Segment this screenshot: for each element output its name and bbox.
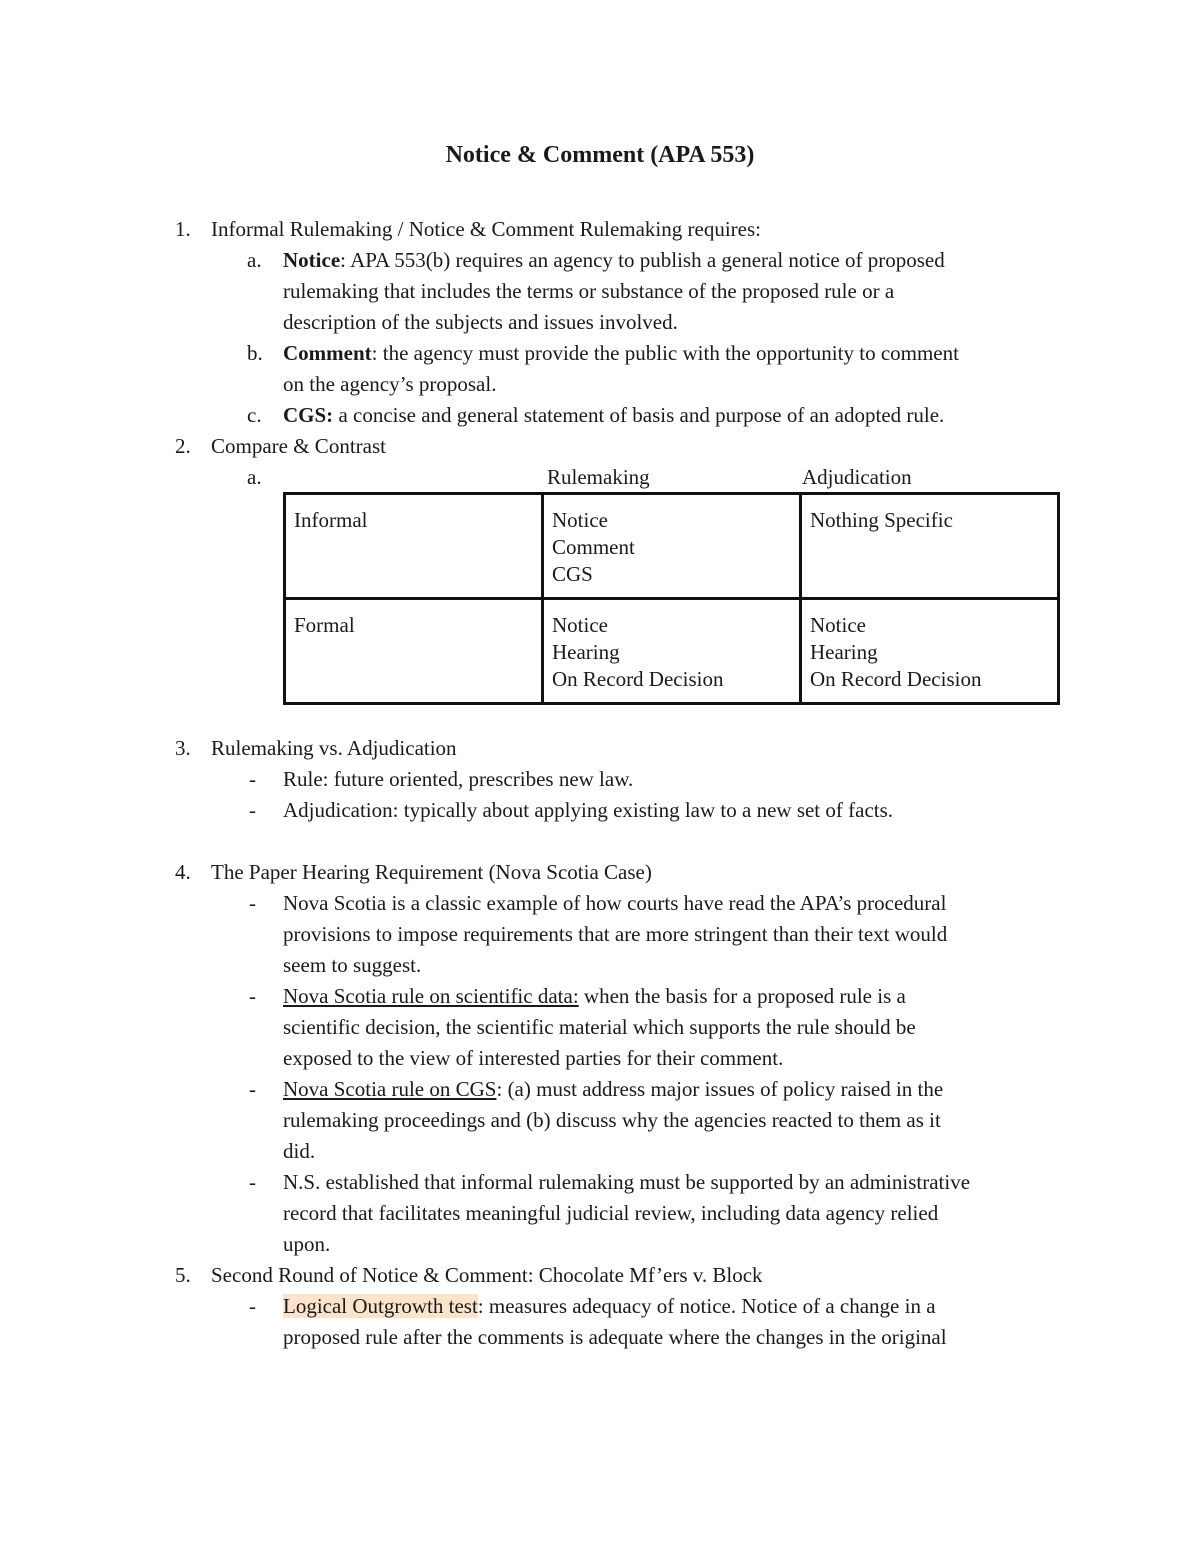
item-1a-text: : APA 553(b) requires an agency to publish a general notice of proposed: [340, 248, 945, 272]
cell-text: On Record Decision: [552, 667, 724, 691]
bullet-dash: -: [249, 798, 256, 822]
list-number-5: 5.: [175, 1263, 191, 1287]
cell-informal-rulemaking: [543, 494, 801, 599]
item-4-bullet-4-line-2: record that facilitates meaningful judicial review, including data agency relied: [283, 1201, 939, 1225]
item-4-bullet-1-line-3: seem to suggest.: [283, 953, 422, 977]
cell-formal-label: [285, 599, 543, 704]
item-5-bullet-1-line-1: [283, 1291, 936, 1322]
table-row-formal: [285, 599, 1059, 704]
item-4-bullet-3-line-3: did.: [283, 1139, 316, 1163]
item-4-bullet-2-line-2: scientific decision, the scientific material which supports the rule should be: [283, 1015, 916, 1039]
list-number-3: 3.: [175, 736, 191, 760]
bullet-dash: -: [249, 1077, 256, 1101]
item-1b-term: Comment: [283, 341, 372, 365]
item-5-highlight-term: Logical Outgrowth test: [283, 1294, 478, 1318]
sub-marker-1c: c.: [247, 403, 262, 427]
sub-marker-2a: a.: [247, 465, 262, 489]
item-4-bullet-1-line-1: Nova Scotia is a classic example of how courts have read the APA’s procedural: [283, 891, 947, 915]
item-4-bullet-1-line-2: provisions to impose requirements that are more stringent than their text would: [283, 922, 948, 946]
item-1a-line-3: description of the subjects and issues involved.: [283, 310, 678, 334]
item-1c-line-1: [283, 400, 944, 431]
cell-text: On Record Decision: [810, 667, 982, 691]
item-4-heading: The Paper Hearing Requirement (Nova Scotia Case): [211, 860, 652, 884]
cell-text: Notice: [552, 508, 608, 532]
item-1a-line-1: [283, 245, 945, 276]
list-number-4: 4.: [175, 860, 191, 884]
item-5-heading: Second Round of Notice & Comment: Chocolate Mf’ers v. Block: [211, 1263, 763, 1287]
cell-text: Nothing Specific: [810, 508, 953, 532]
bullet-dash: -: [249, 1170, 256, 1194]
item-3-bullet-1: Rule: future oriented, prescribes new law.: [283, 767, 634, 791]
cell-text: Comment: [552, 535, 635, 559]
cell-formal-adjudication: [801, 599, 1059, 704]
item-4-bullet-3-line-1: [283, 1074, 943, 1105]
sub-marker-1a: a.: [247, 248, 262, 272]
bullet-dash: -: [249, 891, 256, 915]
bullet-dash: -: [249, 984, 256, 1008]
cell-text: Formal: [294, 613, 355, 637]
item-1-heading: Informal Rulemaking / Notice & Comment Rulemaking requires:: [211, 217, 761, 241]
column-header-rulemaking: Rulemaking: [547, 465, 650, 489]
item-4-bullet-3-term: Nova Scotia rule on CGS: [283, 1077, 497, 1101]
item-4-bullet-2-term: Nova Scotia rule on scientific data:: [283, 984, 579, 1008]
item-4-bullet-2-line-1: [283, 981, 906, 1012]
item-3-bullet-2: Adjudication: typically about applying existing law to a new set of facts.: [283, 798, 894, 822]
item-5-bullet-1-line-2: proposed rule after the comments is adequate where the changes in the original: [283, 1325, 947, 1349]
item-1a-term: Notice: [283, 248, 341, 272]
cell-text: Notice: [552, 613, 608, 637]
column-header-adjudication: Adjudication: [802, 465, 912, 489]
cell-informal-adjudication: [801, 494, 1059, 599]
page-title: Notice & Comment (APA 553): [445, 142, 755, 168]
cell-text: Hearing: [552, 640, 620, 664]
compare-table: [283, 492, 1060, 705]
table-row-informal: [285, 494, 1059, 599]
cell-text: CGS: [552, 562, 593, 586]
item-4-bullet-4-line-1: N.S. established that informal rulemaking must be supported by an administrative: [283, 1170, 971, 1194]
item-3-heading: Rulemaking vs. Adjudication: [211, 736, 457, 760]
cell-formal-rulemaking: [543, 599, 801, 704]
cell-text: Hearing: [810, 640, 878, 664]
cell-informal-label: [285, 494, 543, 599]
item-5-bullet-1-text: : measures adequacy of notice. Notice of a change in a: [477, 1294, 936, 1318]
item-4-bullet-3-line-2: rulemaking proceedings and (b) discuss why the agencies reacted to them as it: [283, 1108, 941, 1132]
cell-text: Informal: [294, 508, 368, 532]
item-1b-line-1: [283, 338, 959, 369]
item-1b-line-2: on the agency’s proposal.: [283, 372, 497, 396]
item-2-heading: Compare & Contrast: [211, 434, 386, 458]
bullet-dash: -: [249, 767, 256, 791]
item-4-bullet-2-text: when the basis for a proposed rule is a: [578, 984, 906, 1008]
item-1b-text: : the agency must provide the public with the opportunity to comment: [371, 341, 959, 365]
sub-marker-1b: b.: [247, 341, 263, 365]
cell-text: Notice: [810, 613, 866, 637]
item-4-bullet-2-line-3: exposed to the view of interested parties for their comment.: [283, 1046, 784, 1070]
item-1c-text: a concise and general statement of basis and purpose of an adopted rule.: [333, 403, 945, 427]
item-1c-term: CGS:: [283, 403, 334, 427]
item-4-bullet-4-line-3: upon.: [283, 1232, 331, 1256]
item-4-bullet-3-text: : (a) must address major issues of policy raised in the: [496, 1077, 944, 1101]
bullet-dash: -: [249, 1294, 256, 1318]
item-1a-line-2: rulemaking that includes the terms or substance of the proposed rule or a: [283, 279, 895, 303]
list-number-2: 2.: [175, 434, 191, 458]
list-number-1: 1.: [175, 217, 191, 241]
